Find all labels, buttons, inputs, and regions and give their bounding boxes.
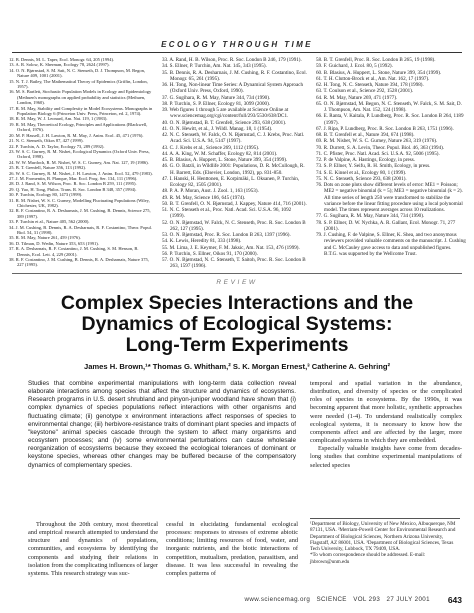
- reference-item: 53. O. N. Bjørnstad, Proc. R. Soc. London B 263, 1397 (1996).: [162, 232, 291, 238]
- reference-item: 70. R. Durrett, S. A. Levin, Theor. Popul. Biol. 46, 363 (1994).: [316, 144, 445, 151]
- body-column-2: [166, 521, 298, 578]
- reference-item: 26. W. S. C. Gurney, R. M. Nisbet, J. H. Lawton, J. Anim. Ecol. 52, 479 (1983).: [9, 170, 153, 176]
- reference-item: 72. P. de Valpine, A. Hastings, Ecology, in press.: [316, 157, 416, 163]
- reference-item: 51. N. C. Stenseth et al., Proc. Natl. Acad. Sci. U.S.A. 96, 1092 (1999).: [162, 207, 292, 220]
- intro-paragraph-2: Especially valuable insights have come from decades-long studies that combine experimental manipulations of selected species: [310, 445, 462, 469]
- body-paragraph-2: cessful in elucidating fundamental ecological processes: responses to stresses of extreme abiotic conditions; limiting resources of food, water, and inorganic nutrients, and the biotic interactions of competition, mutualism, predation, parasitism, and disease. It was less successful in revealing the complex patterns of: [166, 521, 298, 577]
- reference-item: 58. B. T. Grenfell, Proc. R. Soc. London B 265, 19 (1998).: [316, 57, 436, 63]
- reference-item: 36. H. Tong, Non-linear Time Series: A Dynamical System Approach (Oxford Univ. Press, Oxford, 1990).: [162, 82, 304, 95]
- page-number: 643: [447, 595, 462, 605]
- affiliation-divider: [310, 518, 460, 519]
- reference-item: 25. B. T. Grenfell, Nature 356, 113 (1992).: [9, 165, 87, 171]
- affiliation-text: ¹Department of Biology, University of New Mexico, Albuquerque, NM 87131, USA. ²Merriam-Powell Center for Environmental Research and Department of Biological Sciences, Northern Arizona University, Flagstaff, AZ 86001, USA. ³Department of Biological Sciences, Texas Tech University, Lubbock, TX 79409, USA.: [310, 521, 456, 553]
- reference-item: 64. R. M. May, Nature 269, 471 (1977).: [316, 94, 398, 101]
- reference-item: 55. M. Lima, J. E. Keymer, F. M. Jaksic, Am. Nat. 153, 476 (1999).: [162, 244, 300, 251]
- reference-item: 30. P. Turchin, Ecology 80, 1473 (1999).: [9, 192, 83, 198]
- title-line-3: Long-Term Experiments: [125, 334, 349, 356]
- reference-item: 32. R. F. Costantino, R. A. Desharnais, J. M. Cushing, B. Dennis, Science 275, 389 (1997).: [9, 208, 151, 219]
- reference-item: 17. R. M. May, Stability and Complexity in Model Ecosystems. Monographs in Population Biology 6 (Princeton Univ. Press, Princeton, ed. 2, 1974).: [9, 105, 153, 117]
- reference-item: 68. B. T. Grenfell et al., Nature 394, 674 (1998).: [316, 132, 415, 138]
- reference-item: 46. G. O. Batzli, in Wildlife 2001: Populations, D. R. McCullough, R. H. Barrett, Eds. (Elsevier, London, 1992), pp. 831-850.: [162, 163, 305, 176]
- title-line-2: Dynamics of Ecological Systems:: [81, 313, 393, 335]
- reference-item: 56. P. Turchin, S. Ellner, Oikos 91, 170 (2000).: [162, 250, 258, 257]
- reference-item: 16. M. S. Bartlett, Stochastic Population Models in Ecology and Epidemiology (Methuen's monographs on applied probability and statistics (Methuen, London, 1960).: [9, 89, 152, 106]
- reference-item: 20. M. P. Hassell, J. H. Lawton, R. M. May, J. Anim. Ecol. 45, 471 (1976).: [9, 132, 144, 138]
- reference-item: 69. R. M. Nisbet, W. S. C. Gurney, Nature 263, 319 (1976).: [316, 138, 438, 145]
- reference-item: 27. J. M. Fromentin, B. Planque, Mar. Ecol. Prog. Ser. 134, 111 (1996).: [9, 175, 138, 181]
- reference-item: 24. W. W. Murdoch, R. M. Nisbet, W. S. C. Gurney, Am. Nat. 127, 19 (1986).: [9, 159, 149, 165]
- title-line-1: Complex Species Interactions and the: [60, 292, 414, 314]
- reference-item: 59. F. Guichard, J. Ecol. 80, 5 (1992).: [316, 63, 393, 70]
- author-list: James H. Brown,¹* Thomas G. Whitham,² S. K. Morgan Ernest,³ Catherine A. Gehring²: [83, 362, 391, 371]
- corresponding-author: *To whom correspondence should be addressed. E-mail: jhbrown@unm.edu: [310, 552, 426, 565]
- reference-item: 15. N. T. J. Bailey, The Mathematical Theory of Epidemics (Griffin, London, 1957).: [9, 78, 148, 90]
- reference-item: 48. P. A. P. Moran, Aust. J. Zool. 1, 163 (1953).: [162, 188, 259, 195]
- body-column-1: [28, 521, 158, 578]
- intro-right-column: [310, 380, 462, 470]
- reference-item: 73. S. P. Ellner, Y. Seifu, R. H. Smith, Ecology, in press.: [316, 163, 431, 170]
- reference-item: 38. P. Turchin, S. P. Ellner, Ecology 81, 3099 (2000).: [162, 100, 271, 107]
- reference-item: 34. J. M. Cushing, B. Dennis, R. A. Desharnais, R. F. Costantino, Theor. Popul. Biol. 54, 31 (1998).: [9, 224, 152, 235]
- reference-item: 40. O. N. Bjørnstad, B. T. Grenfell, Science 293, 638 (2001).: [162, 119, 287, 126]
- reference-item: 78. S. P. Ellner, D. W. Nychka, A. R. Gallant, Ecol. Monogr. 71, 277 (2001).: [316, 219, 456, 232]
- reference-item: 54. K. Lewis, Heredity 81, 333 (1998).: [162, 238, 242, 245]
- reference-item: 63. T. Coulson et al., Science 292, 1528 (2001).: [316, 88, 414, 95]
- reference-item: 33. A. Rand, H. B. Wilson, Proc. R. Soc. London B 246, 179 (1991).: [162, 57, 302, 63]
- reference-item: 35. R. M. May, Nature 261, 459 (1976).: [9, 235, 81, 241]
- reference-item: 57. O. N. Bjørnstad, N. C. Stenseth, T. Saitoh, Proc. R. Soc. London B 263, 1597 (1996).: [162, 257, 306, 270]
- references-column-1: [9, 57, 153, 268]
- references-column-2: [162, 57, 307, 270]
- reference-item: 35. B. Dennis, R. A. Desharnais, J. M. Cushing, R. F. Costantino, Ecol. Monogr. 65, 261 (1995).: [162, 69, 307, 82]
- reference-item: 14. O. N. Bjørnstad, S. M. Sait, N. C. Stenseth, D. J. Thompson, M. Begon, Nature 409, 1001 (2001).: [9, 67, 146, 79]
- reference-item: 75. N. C. Stenseth, Science 293, 638 (2001).: [316, 175, 407, 182]
- reference-item: 31. R. M. Nisbet, W. S. C. Gurney, Modelling Fluctuating Populations (Wiley, Chichester, UK, 1982).: [9, 197, 150, 208]
- reference-item: 43. C. J. Krebs et al., Science 269, 1112 (1995).: [162, 144, 260, 151]
- reference-item: 44. A. A. King, W. M. Schaffer, Ecology 82, 814 (2001).: [162, 150, 278, 157]
- reference-item: 29. Q. Yao, H. Tong, Philos. Trans. R. Soc. London B 348, 357 (1994).: [9, 186, 137, 192]
- reference-item: 60. B. Blasius, A. Huppert, L. Stone, Nature 399, 354 (1999).: [316, 69, 442, 76]
- reference-item: 23. W. S. C. Gurney, R. M. Nisbet, Ecological Dynamics (Oxford Univ. Press, Oxford, 1998).: [9, 148, 150, 160]
- reference-item: 39. Web figures 1 through 5 are available at Science Online at www.sciencemag.org/cgi/content/full/293/5530/638/DC1.: [162, 107, 289, 120]
- reference-item: 41. O. N. Hewitt, et al., J. Wildl. Manag. 18, 1 (1954).: [162, 125, 273, 132]
- reference-item: 13. A. R. Solow, K. Sherman, Ecology 78, 2624 (1997).: [9, 62, 110, 68]
- reference-item: 28. D. J. Rand, S. M. Wilson, Proc. R. Soc. London B 259, 111 (1995).: [9, 181, 137, 187]
- section-label: REVIEW: [216, 279, 258, 286]
- reference-item: 18. R. M. May, W. J. Leonard, Am. Nat. 119, 1 (1983).: [9, 116, 108, 122]
- reference-item: 42. N. C. Stenseth, W. Falck, O. N. Bjørnstad, C. J. Krebs, Proc. Natl. Acad. Sci. U.S.A. 94, 5147 (1997).: [162, 132, 305, 145]
- intro-paragraph-1: temporal and spatial variation in the abundance, distribution, and diversity of species or the complicated roles of species in ecosystems. By the 1990s, it was becoming apparent that more holistic, synthetic approaches were needed (1-4). To understand realistically complex ecological systems, it is necessary to know how the components affect and are affected by the larger, more complicated systems in which they are embedded.: [310, 380, 462, 445]
- reference-item: 77. G. Sugihara, R. M. May, Nature 344, 734 (1990).: [316, 213, 425, 220]
- section-header: ECOLOGY THROUGH TIME: [161, 40, 313, 49]
- reference-item: 47. I. Hanski, H. Henttonen, E. Korpimäki, L. Oksanen, P. Turchin, Ecology 82, 1505 (2001).: [162, 175, 300, 188]
- reference-item: 45. B. Blasius, A. Huppert, L. Stone, Nature 399, 354 (1999).: [162, 157, 288, 163]
- body-paragraph-1: Throughout the 20th century, most theoretical and empirical research attempted to understand the structure and dynamics of populations, communities, and ecosystems by identifying the components and studying their relations in isolation from the complicating influences of larger systems. This research strategy was suc-: [28, 521, 158, 577]
- references-divider: [12, 273, 462, 274]
- reference-item: 79. J. Cushing, F. de Valpine, S. Ellner, K. Shea, and two anonymous reviewers provided valuable comments on the manuscript. J. Cushing and C. McCauley gave access to data and unpublished figures. B.T.G. was supported by the Wellcome Trust.: [316, 232, 466, 257]
- page-footer: [0, 596, 474, 606]
- reference-item: 19. R. M. May, Theoretical Ecology, Principles and Applications (Blackwell, Oxford, 1976).: [9, 121, 148, 133]
- reference-item: 33. P. Turchin et al., Nature 405, 562 (2000).: [9, 219, 90, 225]
- reference-item: 74. S. E. Kinsel et al., Ecology 80, 1 (1999).: [316, 169, 407, 176]
- reference-item: 71. C. Pfister, Proc. Natl. Acad. Sci. U.S.A. 92, 5006 (1995).: [316, 150, 440, 157]
- reference-item: 50. B. T. Grenfell, O. N. Bjørnstad, J. Kappey, Nature 414, 716 (2001).: [162, 200, 307, 207]
- reference-item: 12. B. Dennis, M. L. Taper, Ecol. Monogr. 64, 205 (1994).: [9, 57, 115, 62]
- reference-item: 36. D. Tilman, D. Wedin, Nature 353, 653 (1991).: [9, 240, 99, 246]
- reference-item: 76. Dots on zone plots show different levels of error: ME1 = Poisson; ME2 = negative binomial (k = 5); ME3 = negative binomial (k = 2). All time series of length 250 were transformed to stabilize the variance before the linear fitting procedure using a local polynomial model. The times represent averages across 10 realizations.: [316, 182, 463, 213]
- reference-item: 22. P. Turchin, A. D. Taylor, Ecology 73, 289 (1992).: [9, 143, 105, 149]
- article-title: [0, 293, 474, 356]
- journal-info: www.sciencemag.org SCIENCE VOL 293 27 JULY 2001: [244, 596, 430, 603]
- affiliations: [310, 521, 462, 565]
- reference-item: 66. E. Ranta, V. Kaitala, P. Lundberg, Proc. R. Soc. London B 264, 1189 (1997).: [316, 113, 464, 126]
- reference-item: 38. R. F. Costantino, J. M. Cushing, B. Dennis, R. A. Desharnais, Nature 375, 227 (1995).: [9, 257, 149, 268]
- reference-item: 65. O. N. Bjørnstad, M. Begon, N. C. Stenseth, W. Falck, S. M. Sait, D. J. Thompson, Am. Nat. 152, 124 (1998).: [316, 100, 462, 113]
- reference-item: 49. R. M. May, Science 186, 645 (1974).: [162, 194, 246, 201]
- reference-item: 62. H. Tong, N. C. Stenseth, Nature 394, 178 (1998).: [316, 82, 424, 88]
- abstract: Studies that combine experimental manipulations with long-term data collection reveal elaborate interactions among species that affect the structure and dynamics of ecosystems. Research programs in U.S. desert shrubland and pinyon-juniper woodland have shown that (i) complex dynamics of species populations reflect interactions with other organisms and fluctuating climate; (ii) genotype x environment interactions affect responses of species to environmental change; (iii) herbivore-resistance traits of dominant plant species and impacts of "keystone" animal species cascade through the system to affect many organisms and ecosystem processes; and (iv) some environmental perturbations can cause wholesale reorganization of ecosystems because they exceed the ecological tolerances of dominant or keystone species, whereas other changes may be buffered because of the compensatory dynamics of complementary species.: [28, 380, 296, 469]
- reference-item: 61. T. H. Clutton-Brock et al., Am. Nat. 162, 17 (1997).: [316, 75, 430, 82]
- references-column-3: [316, 57, 466, 257]
- reference-item: 37. R. A. Desharnais, R. F. Costantino, J. M. Cushing, S. M. Henson, B. Dennis, Ecol. Lett. 4, 229 (2001).: [9, 246, 139, 257]
- reference-item: 34. S. Ellner, P. Turchin, Am. Nat. 145, 343 (1995).: [162, 63, 267, 70]
- header-rule: [12, 52, 462, 53]
- reference-item: 67. J. Ripa, P. Lundberg, Proc. R. Soc. London B 263, 1751 (1996).: [316, 125, 454, 132]
- reference-item: 52. O. N. Bjørnstad, W. Falck, N. C. Stenseth, Proc. R. Soc. London B 262, 127 (1995).: [162, 219, 306, 232]
- reference-item: 21. N. C. Stenseth, Oikos 87, 427 (1999).: [9, 138, 84, 144]
- reference-item: 37. G. Sugihara, R. M. May, Nature 344, 734 (1990).: [162, 94, 271, 101]
